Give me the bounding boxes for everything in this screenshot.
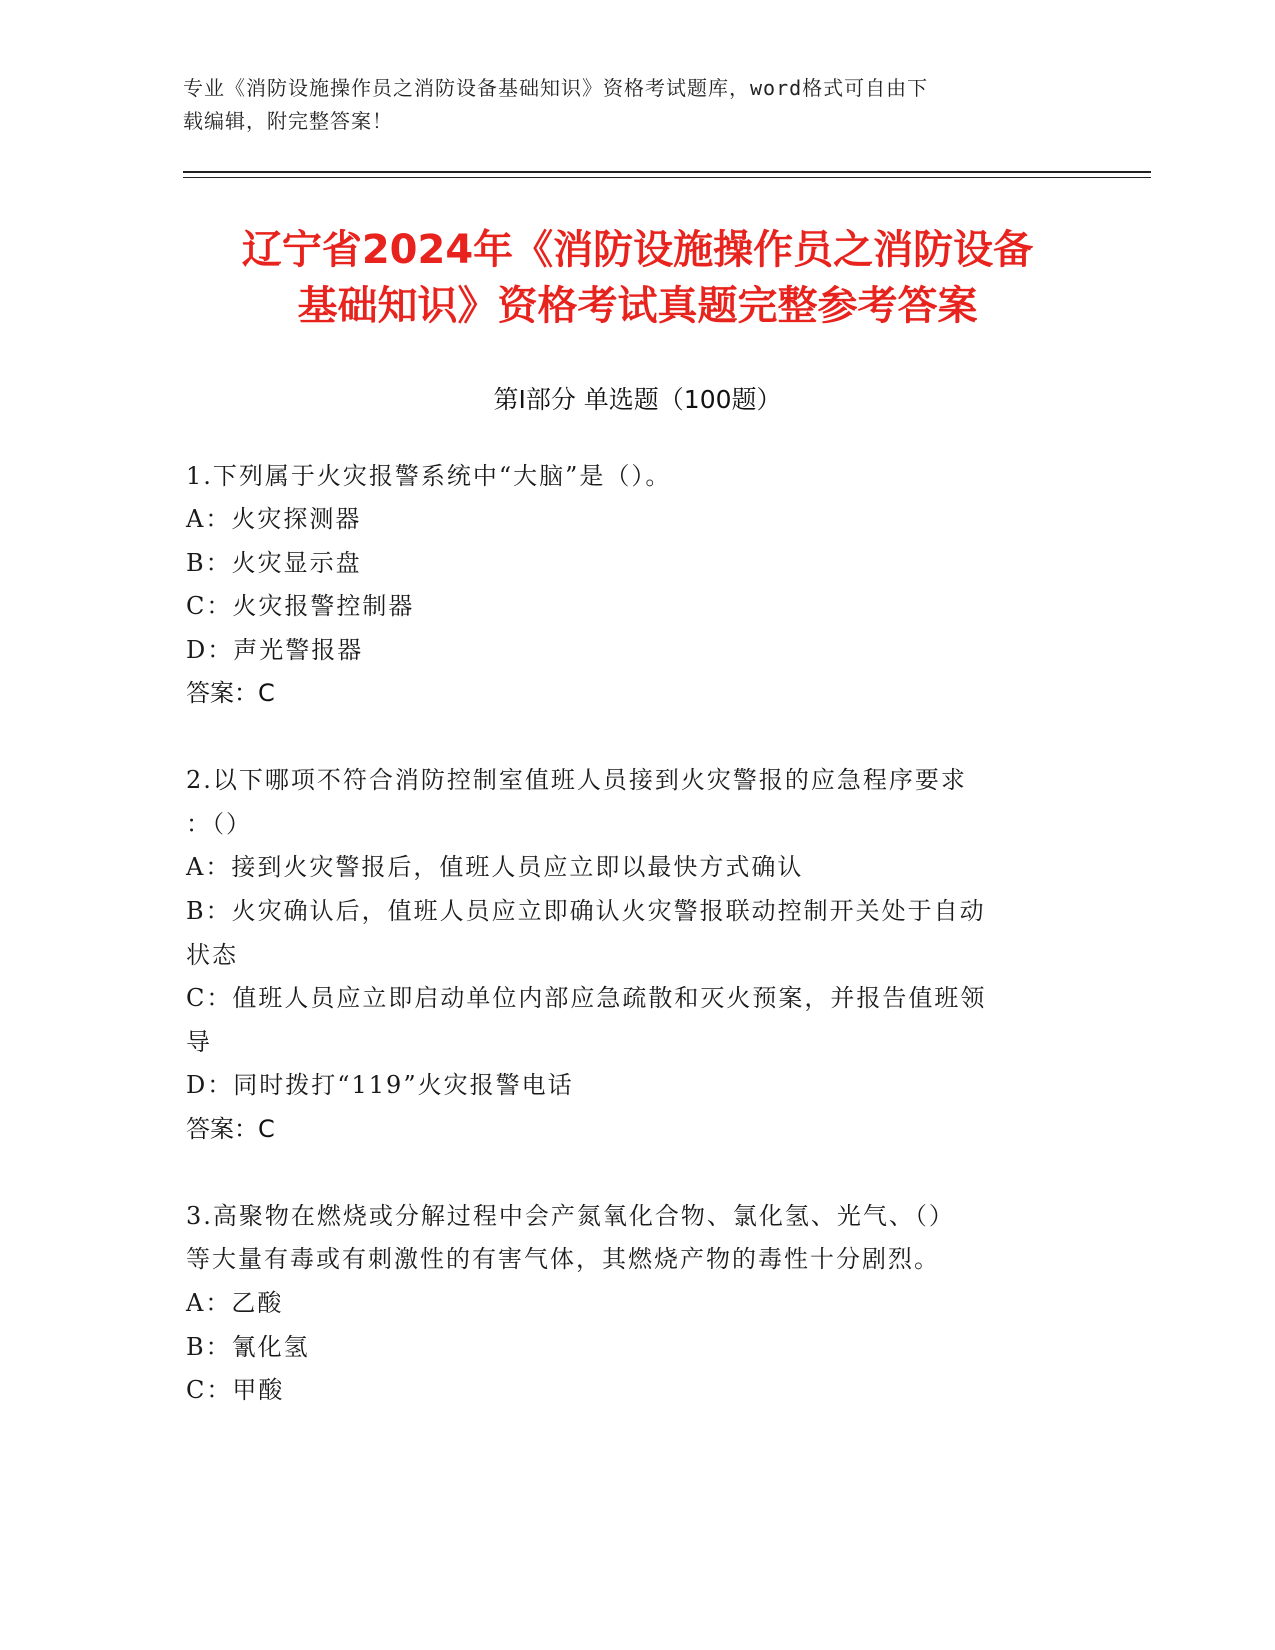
question-1-option-c: C：火灾报警控制器 xyxy=(186,592,415,620)
question-3-stem-line-1: 3.高聚物在燃烧或分解过程中会产氮氧化合物、氯化氢、光气、（） xyxy=(186,1202,955,1230)
question-3-option-c: C：甲酸 xyxy=(186,1376,285,1404)
question-2-option-d: D：同时拨打“119”火灾报警电话 xyxy=(186,1071,574,1099)
question-3-stem-line-2: 等大量有毒或有刺激性的有害气体，其燃烧产物的毒性十分剧烈。 xyxy=(186,1245,940,1273)
question-2-option-b-line-1: B：火灾确认后，值班人员应立即确认火灾警报联动控制开关处于自动 xyxy=(186,897,986,925)
question-2-stem-line-1: 2.以下哪项不符合消防控制室值班人员接到火灾警报的应急程序要求 xyxy=(186,766,967,794)
question-2-option-c-line-2: 导 xyxy=(186,1028,212,1056)
question-1-option-a: A：火灾探测器 xyxy=(186,505,362,533)
header-note xyxy=(183,72,1063,138)
question-2-option-a: A：接到火灾警报后，值班人员应立即以最快方式确认 xyxy=(186,853,804,881)
section-title: 第I部分 单选题（100题） xyxy=(493,385,782,414)
document-title xyxy=(140,222,1135,334)
question-1-stem: 1.下列属于火灾报警系统中“大脑”是（）。 xyxy=(186,462,672,490)
document-title-line-2: 基础知识》资格考试真题完整参考答案 xyxy=(297,283,978,329)
question-2-stem-line-2: ：（） xyxy=(186,810,252,838)
question-1-option-b: B：火灾显示盘 xyxy=(186,549,362,577)
header-note-line-1: 专业《消防设施操作员之消防设备基础知识》资格考试题库，word格式可自由下 xyxy=(183,76,929,100)
document-title-line-1: 辽宁省2024年《消防设施操作员之消防设备 xyxy=(241,227,1034,273)
question-2-option-c-line-1: C：值班人员应立即启动单位内部应急疏散和灭火预案，并报告值班领 xyxy=(186,984,987,1012)
header-divider-thin xyxy=(183,177,1151,178)
question-1-answer: 答案：C xyxy=(186,679,275,707)
question-3-option-a: A：乙酸 xyxy=(186,1289,284,1317)
header-divider-thick xyxy=(183,171,1151,173)
header-note-line-2: 载编辑，附完整答案！ xyxy=(183,109,393,133)
question-2-option-b-line-2: 状态 xyxy=(186,941,238,969)
question-1-option-d: D：声光警报器 xyxy=(186,636,364,664)
question-2-answer: 答案：C xyxy=(186,1115,275,1143)
question-3-option-b: B：氰化氢 xyxy=(186,1333,310,1361)
